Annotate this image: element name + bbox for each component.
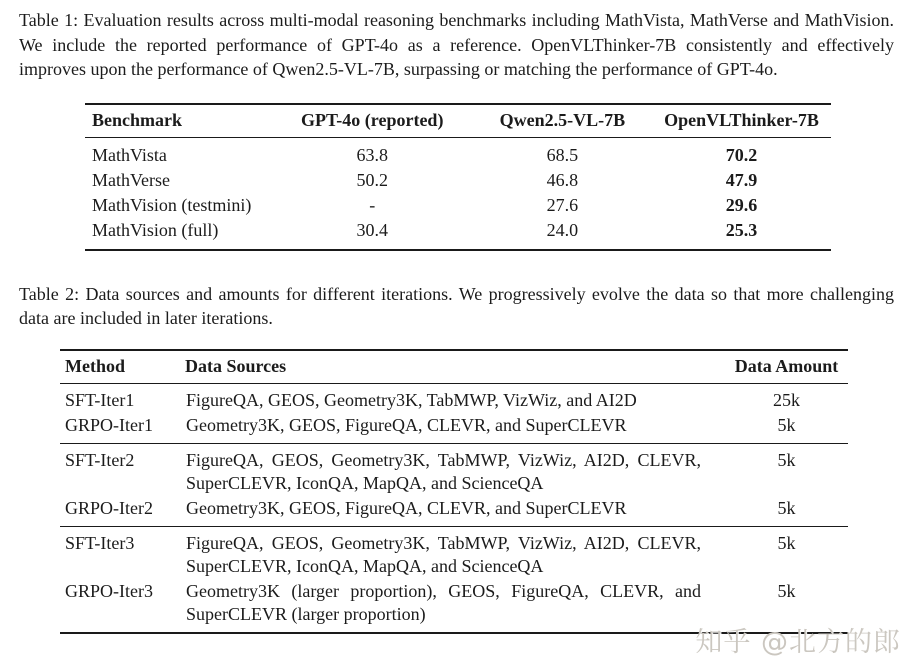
table-row-sft-iter3 xyxy=(60,526,848,579)
method-cell: GRPO-Iter1 xyxy=(65,414,153,435)
score-cell-best: 70.2 xyxy=(725,144,758,165)
column-header-data-sources: Data Sources xyxy=(185,350,725,384)
score-cell: 27.6 xyxy=(546,194,579,215)
table1-header-row xyxy=(85,104,831,138)
score-cell: 63.8 xyxy=(356,144,388,165)
method-cell: GRPO-Iter3 xyxy=(65,580,153,601)
zhihu-watermark: 知乎 @北方的郎 xyxy=(695,627,901,658)
method-cell: SFT-Iter3 xyxy=(65,532,135,553)
amount-cell: 5k xyxy=(777,414,796,435)
amount-cell: 5k xyxy=(777,532,796,553)
score-cell-best: 29.6 xyxy=(725,194,758,215)
score-cell-best: 47.9 xyxy=(725,169,758,190)
method-cell: GRPO-Iter2 xyxy=(65,497,153,518)
column-header-data-amount: Data Amount xyxy=(725,350,848,384)
column-header-qwen: Qwen2.5-VL-7B xyxy=(473,104,652,138)
iteration-1-group xyxy=(60,383,848,443)
iteration-3-group xyxy=(60,526,848,633)
score-cell: 24.0 xyxy=(546,219,579,240)
score-cell: 46.8 xyxy=(546,169,579,190)
table1-evaluation-results xyxy=(85,103,831,251)
table-row-sft-iter1 xyxy=(60,383,848,413)
table2-header-row xyxy=(60,350,848,384)
sources-cell: Geometry3K, GEOS, FigureQA, CLEVR, and SuperCLEVR xyxy=(186,497,627,518)
amount-cell: 25k xyxy=(773,389,800,410)
table2-data-sources xyxy=(60,349,848,634)
column-header-method: Method xyxy=(60,350,185,384)
column-header-benchmark: Benchmark xyxy=(85,104,272,138)
iteration-2-group xyxy=(60,443,848,526)
score-cell: 30.4 xyxy=(356,219,388,240)
amount-cell: 5k xyxy=(777,580,796,601)
sources-cell: FigureQA, GEOS, Geometry3K, TabMWP, VizWiz, AI2D, CLEVR, SuperCLEVR, IconQA, MapQA, and ScienceQA xyxy=(186,532,701,576)
amount-cell: 5k xyxy=(777,497,796,518)
table2-caption: Table 2: Data sources and amounts for different iterations. We progressively evolve the data so that more challenging data are included in later iterations. xyxy=(19,283,894,328)
benchmark-cell: MathVision (testmini) xyxy=(92,194,252,215)
table-row-grpo-iter1 xyxy=(60,413,848,444)
table-row-mathvista xyxy=(85,137,831,168)
table-row-sft-iter2 xyxy=(60,443,848,496)
benchmark-cell: MathVerse xyxy=(92,169,170,190)
table-row-grpo-iter2 xyxy=(60,496,848,527)
column-header-gpt4o: GPT-4o (reported) xyxy=(272,104,473,138)
benchmark-cell: MathVision (full) xyxy=(92,219,219,240)
method-cell: SFT-Iter2 xyxy=(65,449,135,470)
sources-cell: Geometry3K, GEOS, FigureQA, CLEVR, and SuperCLEVR xyxy=(186,414,627,435)
sources-cell: Geometry3K (larger proportion), GEOS, FigureQA, CLEVR, and SuperCLEVR (larger proportion) xyxy=(186,580,701,624)
score-cell: - xyxy=(369,194,376,215)
table-row-mathvision-testmini xyxy=(85,193,831,218)
method-cell: SFT-Iter1 xyxy=(65,389,135,410)
amount-cell: 5k xyxy=(777,449,796,470)
column-header-openvlthinker: OpenVLThinker-7B xyxy=(652,104,831,138)
table-row-mathverse xyxy=(85,168,831,193)
score-cell: 50.2 xyxy=(356,169,388,190)
sources-cell: FigureQA, GEOS, Geometry3K, TabMWP, VizWiz, AI2D, CLEVR, SuperCLEVR, IconQA, MapQA, and ScienceQA xyxy=(186,449,701,493)
score-cell: 68.5 xyxy=(546,144,579,165)
score-cell-best: 25.3 xyxy=(725,219,758,240)
sources-cell: FigureQA, GEOS, Geometry3K, TabMWP, VizWiz, and AI2D xyxy=(186,389,637,410)
table-row-mathvision-full xyxy=(85,218,831,250)
benchmark-cell: MathVista xyxy=(92,144,167,165)
table1-caption: Table 1: Evaluation results across multi-modal reasoning benchmarks including MathVista, MathVerse and MathVision. We include the reported performance of GPT-4o as a reference. OpenVLThinker-7B consistently and effectively improves upon the performance of Qwen2.5-VL-7B, surpassing or matching the performance of GPT-4o. xyxy=(19,10,894,79)
